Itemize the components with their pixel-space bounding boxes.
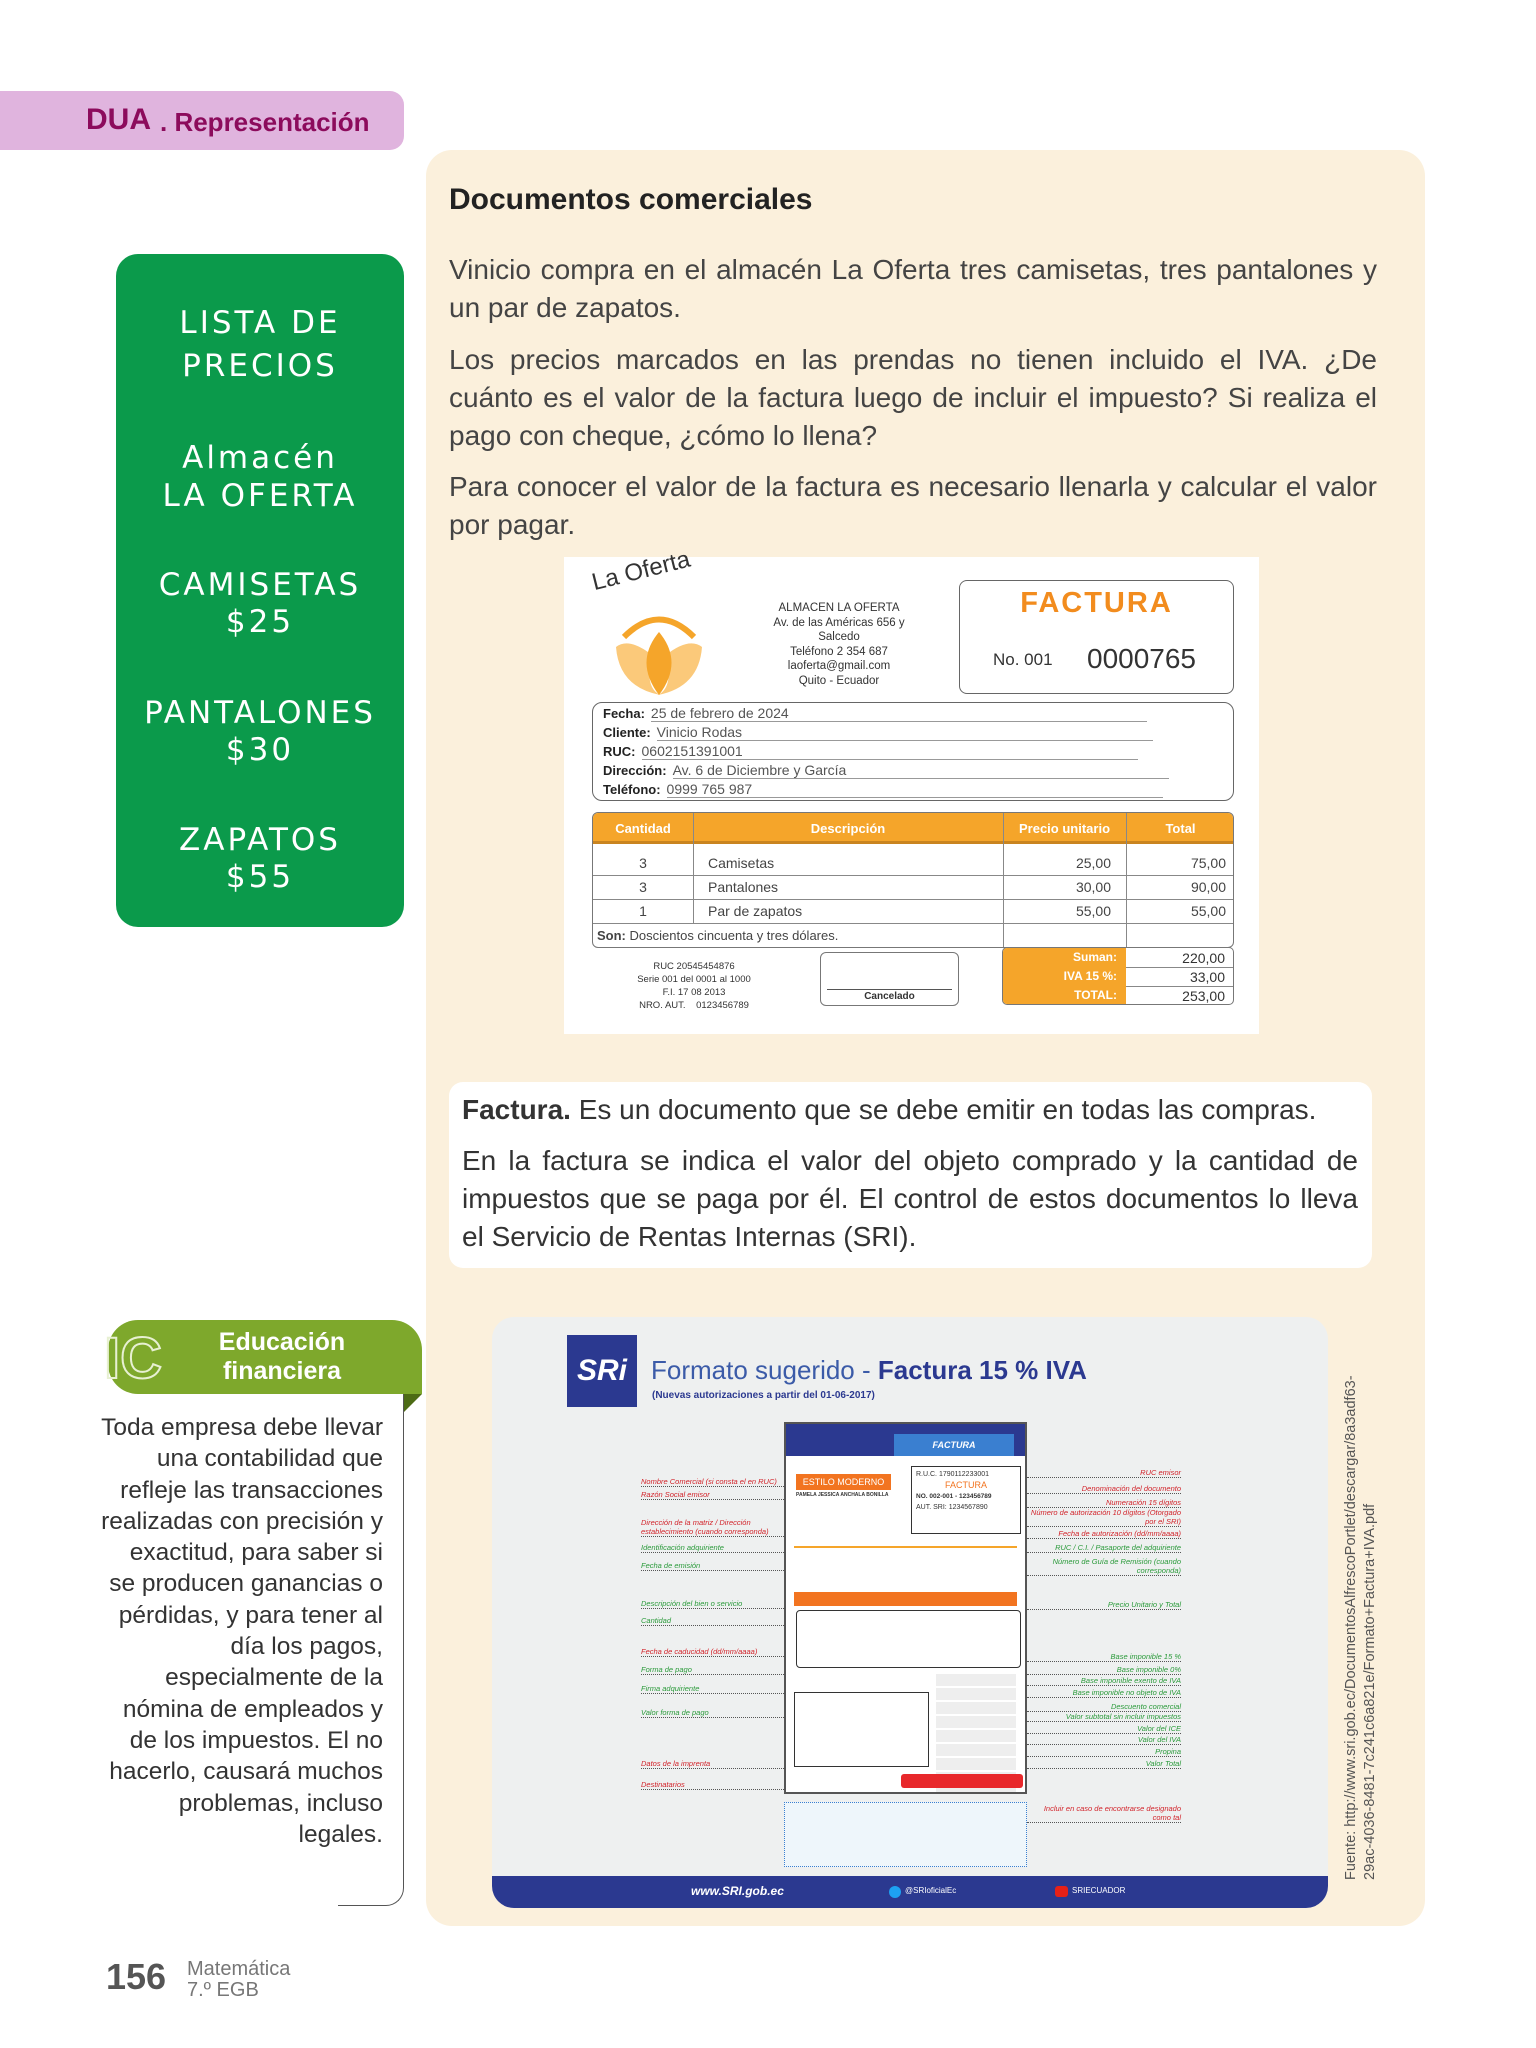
sri-left-label: Destinatarios [641, 1780, 784, 1790]
sri-right-label: Precio Unitario y Total [1027, 1600, 1181, 1610]
field-label: Cliente: [603, 725, 651, 740]
total-label: Suman: [1072, 950, 1117, 964]
price-list-title: LISTA DE [179, 305, 341, 341]
sri-left-label: Fecha de caducidad (dd/mm/aaaa) [641, 1647, 784, 1657]
sri-logo: SRi [567, 1335, 637, 1407]
cell-unit-price: 30,00 [1075, 879, 1111, 895]
sri-left-label: Fecha de emisión [641, 1561, 784, 1571]
sri-right-label: RUC / C.I. / Pasaporte del adquiriente [1027, 1543, 1181, 1553]
form-owner: PAMELA JESSICA ANCHALA BONILLA [796, 1492, 889, 1498]
sri-left-label: Identificación adquiriente [641, 1543, 784, 1553]
paragraph: Vinicio compra en el almacén La Oferta tres camisetas, tres pantalones y un par de zapatos. [449, 254, 1377, 323]
cell-quantity: 1 [639, 903, 647, 919]
field-label: Dirección: [603, 763, 667, 778]
field-value: 0999 765 987 [667, 781, 1163, 798]
amount-in-words [597, 924, 838, 948]
sri-right-label: Denominación del documento [1027, 1484, 1181, 1494]
definition-text: Es un documento que se debe emitir en todas las compras. [570, 1094, 1317, 1125]
form-num: NO. 002-001 - 123456789 [916, 1493, 992, 1500]
cell-total: 75,00 [1190, 855, 1226, 871]
form-ruc-label: R.U.C. [916, 1471, 937, 1478]
dua-label: DUA [86, 103, 151, 136]
sri-right-label: Base imponible 0% [1027, 1665, 1181, 1675]
form-aut-label: AUT. SRI: [916, 1504, 947, 1511]
invoice-number: 0000765 [1087, 643, 1197, 674]
field-label: Fecha: [603, 706, 645, 721]
definition-paragraph: En la factura se indica el valor del objeto comprado y la cantidad de impuestos que se paga por él. El control de estos documentos lo lleva el Servicio de Rentas Internas (SRI). [462, 1145, 1358, 1252]
sri-left-label: Descripción del bien o servicio [641, 1599, 784, 1609]
la-oferta-logo [594, 577, 724, 697]
field-value: 25 de febrero de 2024 [651, 705, 1147, 722]
sri-right-label: Valor Total [1027, 1759, 1181, 1769]
sri-right-label: Valor subtotal sin incluir impuestos [1027, 1712, 1181, 1722]
total-value: 33,00 [1189, 969, 1225, 985]
sri-left-label: Valor forma de pago [641, 1708, 784, 1718]
sri-right-label: Valor del IVA [1027, 1735, 1181, 1745]
field-value: 0602151391001 [642, 743, 1138, 760]
financial-education-tab [104, 1320, 422, 1394]
store-name: Almacén [182, 440, 338, 476]
sri-right-label: Número de autorización 10 dígitos (Otorgado por el SRI) [1027, 1508, 1181, 1527]
cancelado-box [820, 952, 959, 1006]
grade: 7.º EGB [187, 1979, 259, 2001]
sri-title-bold: Factura 15 % IVA [877, 1355, 1087, 1385]
invoice-number-box [959, 580, 1234, 694]
store-line: Av. de las Américas 656 y Salcedo [773, 616, 905, 643]
sri-website: www.SRI.gob.ec [691, 1884, 784, 1898]
total-label: IVA 15 %: [1063, 969, 1117, 983]
field-value: Vinicio Rodas [657, 724, 1153, 741]
sri-left-label: Forma de pago [641, 1665, 784, 1675]
sri-twitter: @SRIoficialEc [905, 1886, 957, 1895]
form-tab: FACTURA [894, 1434, 1014, 1456]
twitter-icon [889, 1886, 901, 1898]
sri-left-label: Cantidad [641, 1616, 784, 1626]
sri-form-mock [784, 1422, 1027, 1794]
item-price: $30 [225, 732, 295, 768]
paragraph: Para conocer el valor de la factura es necesario llenarla y calcular el valor por pagar. [449, 471, 1377, 540]
dua-banner [0, 91, 404, 150]
printer-line: Serie 001 del 0001 al 1000 [637, 974, 751, 985]
price-list-card [116, 254, 404, 927]
store-line: Quito - Ecuador [798, 674, 880, 687]
image-source: Fuente: http://www.sri.gob.ec/DocumentosAlfrescoPortlet/descargar/8a3adf63-29ac-4036-8481-7c241c6a821e/Formato+Factura+IVA.pdf [1343, 1375, 1378, 1880]
youtube-icon [1055, 1886, 1068, 1897]
sri-right-label: RUC emisor [1027, 1468, 1181, 1478]
items-table [592, 812, 1234, 948]
cell-quantity: 3 [639, 879, 647, 895]
form-business: ESTILO MODERNO [796, 1474, 891, 1490]
item-price: $55 [225, 859, 295, 895]
store-info [764, 601, 914, 688]
sri-left-label: Dirección de la matriz / Dirección establecimiento (cuando corresponda) [641, 1518, 784, 1537]
sri-right-label: Numeración 15 dígitos [1027, 1498, 1181, 1508]
totals-box [1002, 947, 1234, 1005]
sri-left-label: Nombre Comercial (si consta el en RUC) [641, 1477, 784, 1487]
printer-line: RUC 20545454876 [653, 961, 735, 972]
cell-total: 55,00 [1190, 903, 1226, 919]
item-name: ZAPATOS [179, 822, 341, 858]
tab-fold [404, 1394, 422, 1412]
sri-youtube: SRIECUADOR [1072, 1886, 1126, 1895]
store-line: laoferta@gmail.com [787, 660, 891, 672]
section-title: Documentos comerciales [449, 183, 813, 216]
sri-invoice-format-image [492, 1317, 1328, 1908]
sri-right-label: Incluir en caso de encontrarse designado como tal [1027, 1804, 1181, 1823]
edu-title: Educación [218, 1328, 346, 1356]
sri-right-label: Base imponible exento de IVA [1027, 1676, 1181, 1686]
son-value: Doscientos cincuenta y tres dólares. [629, 928, 839, 943]
customer-fields [592, 702, 1234, 801]
form-ruc: 1790112233001 [938, 1471, 990, 1478]
definition-term: Factura. [462, 1094, 571, 1125]
series: No. 001 [993, 650, 1053, 669]
store-name: LA OFERTA [162, 478, 358, 514]
cell-description: Camisetas [708, 855, 775, 871]
sri-right-label: Número de Guía de Remisión (cuando corresponda) [1027, 1557, 1181, 1576]
sri-right-label: Descuento comercial [1027, 1702, 1181, 1712]
sri-subtitle: (Nuevas autorizaciones a partir del 01-06-2017) [652, 1390, 875, 1401]
subject: Matemática [187, 1958, 291, 1980]
invoice [564, 545, 1259, 1034]
column-header: Descripción [810, 821, 886, 836]
logo-text: La Oferta [589, 545, 693, 597]
printer-line: F.I. 17 08 2013 [662, 987, 726, 998]
edu-title: financiera [222, 1357, 342, 1385]
sri-title [651, 1355, 1087, 1386]
cell-description: Pantalones [708, 879, 779, 895]
cancelado-label: Cancelado [864, 991, 915, 1002]
form-aut: 1234567890 [948, 1504, 988, 1511]
sri-right-label: Base imponible no objeto de IVA [1027, 1688, 1181, 1698]
sri-left-label: Datos de la imprenta [641, 1759, 784, 1769]
cell-quantity: 3 [639, 855, 647, 871]
cell-description: Par de zapatos [708, 903, 803, 919]
sri-left-label: Firma adquiriente [641, 1684, 784, 1694]
item-name: CAMISETAS [158, 567, 362, 603]
sri-right-label: Propina [1027, 1747, 1181, 1757]
cell-unit-price: 25,00 [1075, 855, 1111, 871]
sri-footer-bar [492, 1876, 1328, 1908]
son-label: Son: [597, 928, 626, 943]
edu-text: Toda empresa debe llevar una contabilidad que refleje las transacciones realizadas con precisión y exactitud, para saber si se producen ganancias o pérdidas, y para tener al día los pagos, especialmente de la nómina de empleados y de los impuestos. El no hacerlo, causará muchos problemas, incluso legales. [101, 1414, 383, 1848]
cell-unit-price: 55,00 [1075, 903, 1111, 919]
form-doc: FACTURA [944, 1480, 987, 1490]
footer-info [187, 1959, 290, 2001]
dua-subtitle: . Representación [160, 107, 370, 137]
total-value: 220,00 [1182, 950, 1225, 966]
total-label: TOTAL: [1074, 988, 1117, 1002]
printer-line: NRO. AUT. 0123456789 [639, 1000, 749, 1011]
sri-right-label: Fecha de autorización (dd/mm/aaaa) [1027, 1529, 1181, 1539]
column-header: Precio unitario [1018, 821, 1111, 836]
doc-title: FACTURA [1020, 587, 1173, 619]
price-list-title: PRECIOS [182, 348, 338, 384]
field-label: Teléfono: [603, 782, 661, 797]
page-number: 156 [106, 1956, 167, 1997]
store-line: Teléfono 2 354 687 [790, 645, 888, 658]
total-value: 253,00 [1182, 988, 1225, 1004]
cell-total: 90,00 [1190, 879, 1226, 895]
definition-box [449, 1082, 1372, 1268]
sri-right-label: Base imponible 15 % [1027, 1652, 1181, 1662]
definition-line [462, 1091, 1358, 1129]
field-label: RUC: [603, 744, 636, 759]
sri-title-light: Formato sugerido - [651, 1355, 878, 1385]
field-value: Av. 6 de Diciembre y García [673, 762, 1169, 779]
sri-right-label: Valor del ICE [1027, 1724, 1181, 1734]
paragraph: Los precios marcados en las prendas no tienen incluido el IVA. ¿De cuánto es el valor de la factura luego de incluir el impuesto? Si realiza el pago con cheque, ¿cómo lo llena? [449, 344, 1377, 451]
ic-icon: IC [104, 1326, 162, 1391]
store-line: ALMACEN LA OFERTA [778, 602, 900, 614]
item-name: PANTALONES [144, 695, 376, 731]
sri-left-label: Razón Social emisor [641, 1490, 784, 1500]
item-price: $25 [225, 604, 295, 640]
column-header: Total [1165, 821, 1196, 836]
column-header: Cantidad [615, 821, 671, 836]
